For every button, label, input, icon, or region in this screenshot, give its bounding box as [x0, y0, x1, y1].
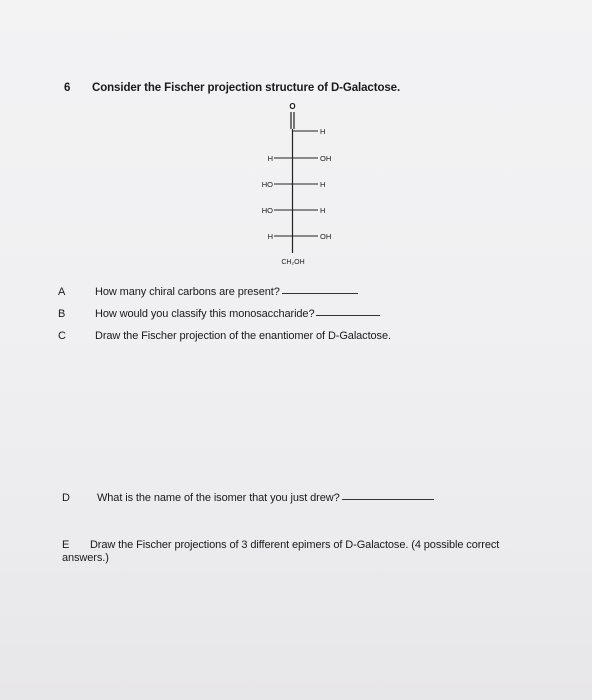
part-a-answer-blank[interactable] [282, 293, 358, 294]
part-c-letter: C [58, 330, 66, 342]
part-a-question [95, 286, 358, 298]
row-2-right-label: OH [320, 154, 332, 163]
part-d-question [97, 492, 434, 504]
question-number: 6 [64, 82, 71, 94]
part-d-answer-blank[interactable] [342, 499, 434, 500]
part-e-question [62, 539, 542, 565]
row-2-left-label: H [267, 154, 273, 163]
bottom-group-label: CH₂OH [281, 259, 305, 266]
row-3-left-label: HO [261, 180, 273, 189]
part-b-text: How would you classify this monosaccharide? [95, 308, 315, 320]
part-e-letter: E [62, 539, 70, 551]
row-5-left-label: H [267, 232, 273, 241]
part-d-letter: D [62, 492, 70, 504]
part-b-answer-blank[interactable] [316, 315, 380, 316]
part-a-text: How many chiral carbons are present? [95, 286, 280, 298]
row-5-right-label: OH [320, 232, 332, 241]
part-d-text: What is the name of the isomer that you just drew? [97, 492, 340, 504]
carbonyl-oxygen-label: O [289, 102, 296, 111]
row-4-right-label: H [320, 206, 326, 215]
row-4-left-label: HO [261, 206, 273, 215]
part-e-text: Draw the Fischer projections of 3 different epimers of D-Galactose. (4 possible correct answers.) [62, 539, 500, 564]
row-3-right-label: H [320, 180, 326, 189]
part-c-text: Draw the Fischer projection of the enantiomer of D-Galactose. [95, 330, 391, 342]
question-prompt: Consider the Fischer projection structure of D-Galactose. [92, 82, 401, 94]
row-1-right-label: H [320, 127, 326, 136]
part-b-letter: B [58, 308, 66, 320]
fischer-projection-diagram [240, 96, 350, 268]
part-a-letter: A [58, 286, 66, 298]
part-b-question [95, 308, 380, 320]
